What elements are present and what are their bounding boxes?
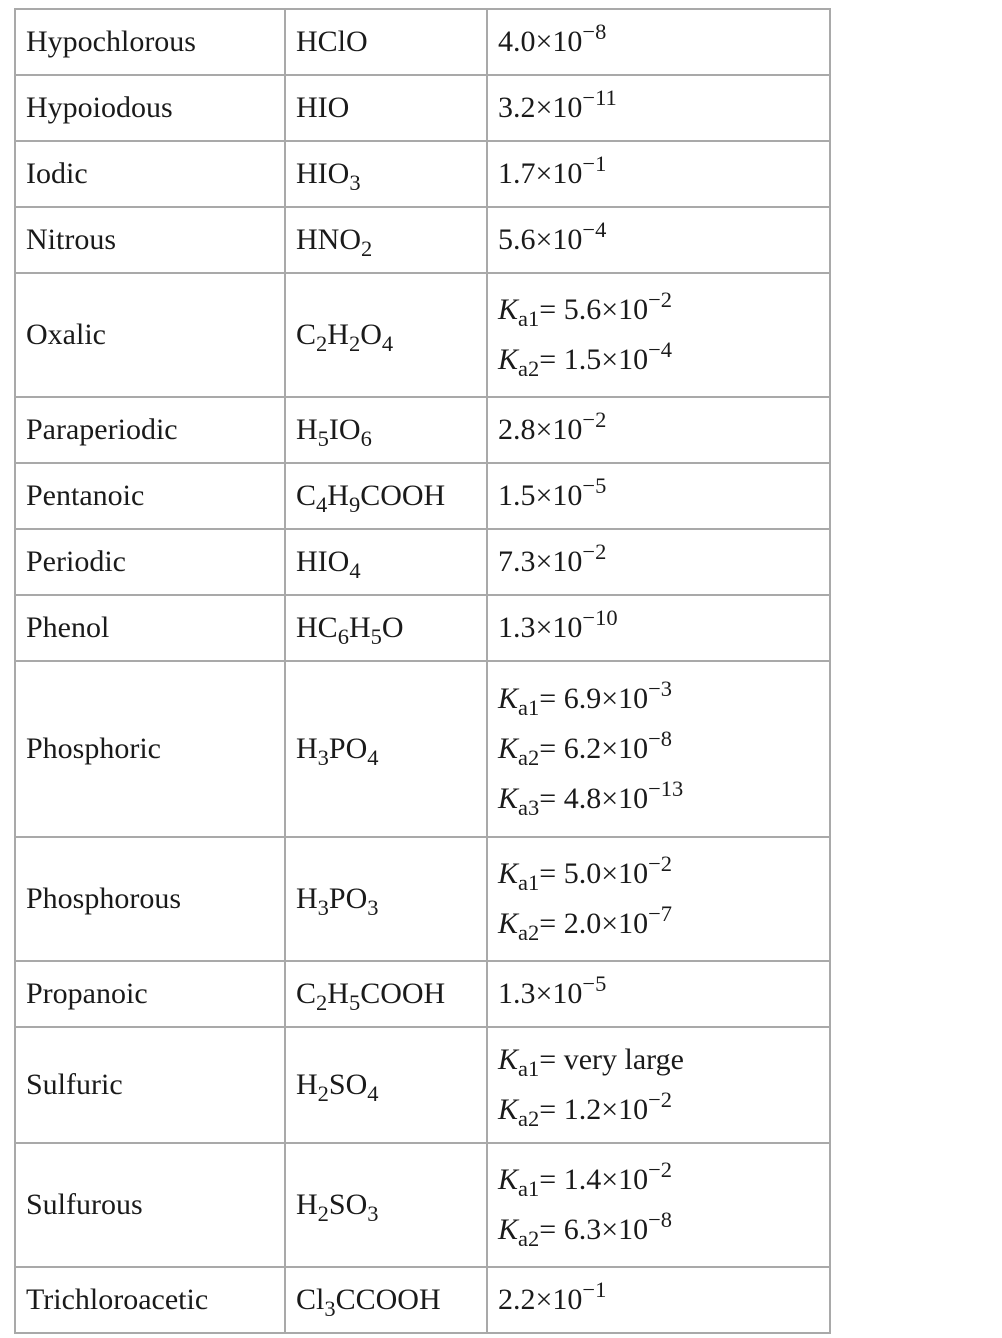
acid-name: Phenol	[26, 611, 110, 644]
acid-ka-cell	[487, 75, 830, 141]
acid-ka-cell	[487, 1143, 830, 1267]
ka-label	[498, 782, 540, 821]
times-ten: ×10	[535, 611, 583, 644]
acid-formula	[296, 91, 349, 124]
formula-subscript: 4	[316, 492, 328, 518]
ka-symbol: K	[498, 907, 519, 940]
acid-ka-cell	[487, 529, 830, 595]
ka-mantissa: 1.4	[563, 1163, 602, 1196]
acid-formula	[296, 732, 379, 771]
table-row	[15, 273, 830, 397]
times-ten: ×10	[535, 479, 583, 512]
formula-text: HIO	[296, 545, 350, 578]
ka-mantissa: 2.2	[498, 1283, 536, 1316]
table-row	[15, 595, 830, 661]
formula-subscript: 2	[361, 236, 373, 262]
ka-value	[498, 899, 819, 946]
acid-name-cell	[15, 463, 285, 529]
ka-mantissa: 2.8	[498, 413, 536, 446]
table-row	[15, 207, 830, 273]
acid-formula	[296, 413, 372, 452]
acid-name: Propanoic	[26, 977, 148, 1010]
ka-mantissa: 1.3	[498, 977, 536, 1010]
formula-text: HIO	[296, 157, 350, 190]
formula-subscript: 2	[316, 331, 328, 357]
times-ten: ×10	[535, 223, 583, 256]
formula-text: PO	[328, 732, 368, 765]
times-ten: ×10	[601, 907, 649, 940]
ka-value	[498, 1085, 819, 1132]
table-row	[15, 1267, 830, 1333]
ka-exponent: −5	[582, 472, 607, 498]
ka-mantissa: 5.6	[498, 223, 536, 256]
formula-text: O	[381, 611, 404, 644]
times-ten: ×10	[535, 545, 583, 578]
acid-name-cell	[15, 273, 285, 397]
ka-exponent: −3	[648, 675, 673, 701]
acid-ka-cell	[487, 463, 830, 529]
acid-dissociation-table	[14, 8, 831, 1334]
formula-subscript: 6	[337, 624, 349, 650]
times-ten: ×10	[601, 1213, 649, 1246]
ka-mantissa: 1.5	[563, 343, 602, 376]
formula-subscript: 3	[324, 1296, 336, 1322]
formula-text: SO	[328, 1068, 368, 1101]
ka-exponent: −1	[582, 150, 607, 176]
acid-formula	[296, 157, 361, 196]
equals-sign: =	[539, 907, 564, 940]
ka-value	[498, 18, 819, 58]
times-ten: ×10	[535, 91, 583, 124]
ka-label	[498, 682, 540, 721]
ka-label	[498, 732, 540, 771]
ka-mantissa: 1.2	[563, 1093, 602, 1126]
acid-formula	[296, 1283, 441, 1322]
acid-ka-cell	[487, 1267, 830, 1333]
acid-name: Phosphoric	[26, 732, 161, 765]
acid-name: Periodic	[26, 545, 126, 578]
ka-value	[498, 1156, 819, 1205]
acid-formula-cell	[285, 1027, 487, 1143]
ka-exponent: −11	[582, 84, 617, 110]
ka-exponent: −2	[648, 850, 673, 876]
times-ten: ×10	[601, 343, 649, 376]
ka-value	[498, 1045, 819, 1085]
ka-mantissa: 6.2	[563, 732, 602, 765]
times-ten: ×10	[601, 732, 649, 765]
ka-exponent: −10	[582, 604, 618, 630]
equals-sign: =	[539, 1043, 564, 1076]
acid-formula	[296, 479, 446, 518]
equals-sign: =	[539, 857, 564, 890]
acid-name-cell	[15, 1143, 285, 1267]
equals-sign: =	[539, 682, 564, 715]
acid-name-cell	[15, 961, 285, 1027]
ka-value	[498, 970, 819, 1010]
acid-formula	[296, 318, 394, 357]
ka-symbol: K	[498, 782, 519, 815]
acid-formula-cell	[285, 529, 487, 595]
ka-index: a3	[518, 795, 540, 821]
ka-exponent: −4	[648, 336, 673, 362]
ka-mantissa: 3.2	[498, 91, 536, 124]
ka-index: a2	[518, 356, 540, 382]
ka-value	[498, 850, 819, 899]
times-ten: ×10	[601, 1093, 649, 1126]
formula-text: HC	[296, 611, 338, 644]
formula-text: COOH	[360, 977, 446, 1010]
acid-ka-cell	[487, 837, 830, 961]
formula-subscript: 5	[348, 990, 361, 1016]
formula-subscript: 3	[349, 170, 361, 196]
ka-mantissa: 1.5	[498, 479, 536, 512]
ka-value	[498, 1205, 819, 1252]
formula-text: PO	[328, 882, 368, 915]
ka-mantissa: 6.9	[563, 682, 602, 715]
formula-subscript: 4	[381, 331, 394, 357]
formula-text: SO	[328, 1188, 368, 1221]
acid-name-cell	[15, 141, 285, 207]
ka-index: a2	[518, 1106, 540, 1132]
acid-formula	[296, 977, 446, 1016]
times-ten: ×10	[601, 782, 649, 815]
ka-label	[498, 1163, 540, 1202]
acid-name: Pentanoic	[26, 479, 145, 512]
ka-exponent: −7	[648, 900, 673, 926]
ka-exponent: −5	[582, 970, 607, 996]
table-row	[15, 9, 830, 75]
ka-index: a2	[518, 745, 540, 771]
formula-subscript: 6	[360, 426, 372, 452]
acid-name-cell	[15, 837, 285, 961]
acid-name: Sulfuric	[26, 1068, 123, 1101]
acid-formula-cell	[285, 141, 487, 207]
ka-exponent: −8	[648, 1206, 673, 1232]
ka-value	[498, 286, 819, 335]
ka-label	[498, 343, 540, 382]
ka-exponent: −2	[582, 538, 607, 564]
formula-text: HNO	[296, 223, 361, 256]
ka-mantissa: 4.8	[563, 782, 602, 815]
formula-text: H	[327, 977, 349, 1010]
formula-subscript: 2	[348, 331, 361, 357]
formula-subscript: 2	[317, 1201, 329, 1227]
table-row	[15, 141, 830, 207]
acid-ka-cell	[487, 595, 830, 661]
formula-text: H	[296, 882, 318, 915]
formula-subscript: 4	[349, 558, 361, 584]
formula-text: IO	[328, 413, 361, 446]
acid-ka-cell	[487, 1027, 830, 1143]
acid-name: Trichloroacetic	[26, 1283, 209, 1316]
acid-name: Phosphorous	[26, 882, 182, 915]
table-row	[15, 463, 830, 529]
acid-name-cell	[15, 1027, 285, 1143]
acid-name-cell	[15, 529, 285, 595]
table-row	[15, 1027, 830, 1143]
acid-name: Hypoiodous	[26, 91, 173, 124]
times-ten: ×10	[601, 682, 649, 715]
acid-name-cell	[15, 595, 285, 661]
ka-label	[498, 857, 540, 896]
table-row	[15, 837, 830, 961]
formula-text: CCOOH	[335, 1283, 441, 1316]
ka-symbol: K	[498, 732, 519, 765]
formula-subscript: 2	[316, 990, 328, 1016]
formula-text: H	[296, 732, 318, 765]
acid-formula-cell	[285, 961, 487, 1027]
ka-value	[498, 406, 819, 446]
ka-index: a1	[518, 306, 540, 332]
acid-name: Iodic	[26, 157, 88, 190]
table-row	[15, 961, 830, 1027]
formula-subscript: 3	[367, 895, 379, 921]
formula-subscript: 5	[317, 426, 329, 452]
acid-formula	[296, 223, 373, 262]
ka-exponent: −2	[582, 406, 607, 432]
ka-symbol: K	[498, 1093, 519, 1126]
acid-name: Oxalic	[26, 318, 106, 351]
acid-ka-cell	[487, 397, 830, 463]
times-ten: ×10	[535, 1283, 583, 1316]
acid-name: Nitrous	[26, 223, 116, 256]
equals-sign: =	[539, 343, 564, 376]
formula-text: H	[327, 318, 349, 351]
ka-mantissa: 1.7	[498, 157, 536, 190]
ka-index: a1	[518, 695, 540, 721]
acid-formula-cell	[285, 9, 487, 75]
acid-ka-cell	[487, 9, 830, 75]
ka-index: a2	[518, 1226, 540, 1252]
formula-text: Cl	[296, 1283, 325, 1316]
equals-sign: =	[539, 782, 564, 815]
formula-subscript: 3	[317, 895, 329, 921]
acid-formula-cell	[285, 837, 487, 961]
ka-value	[498, 774, 819, 821]
ka-label	[498, 1213, 540, 1252]
formula-text: H	[296, 413, 318, 446]
table-row	[15, 397, 830, 463]
ka-value	[498, 335, 819, 382]
formula-subscript: 3	[317, 745, 329, 771]
acid-ka-cell	[487, 961, 830, 1027]
acid-formula-cell	[285, 75, 487, 141]
times-ten: ×10	[601, 857, 649, 890]
ka-exponent: −13	[648, 775, 684, 801]
table-row	[15, 1143, 830, 1267]
ka-mantissa: 4.0	[498, 25, 536, 58]
acid-formula	[296, 545, 361, 584]
acid-name-cell	[15, 75, 285, 141]
ka-label	[498, 1043, 540, 1082]
formula-text: COOH	[360, 479, 446, 512]
table-row	[15, 661, 830, 837]
equals-sign: =	[539, 1163, 564, 1196]
ka-exponent: −2	[648, 1156, 673, 1182]
ka-symbol: K	[498, 1043, 519, 1076]
acid-ka-cell	[487, 141, 830, 207]
acid-ka-cell	[487, 207, 830, 273]
ka-mantissa: 6.3	[563, 1213, 602, 1246]
table-row	[15, 529, 830, 595]
ka-symbol: K	[498, 343, 519, 376]
ka-symbol: K	[498, 1163, 519, 1196]
acid-ka-cell	[487, 273, 830, 397]
formula-text: C	[296, 318, 317, 351]
formula-subscript: 2	[317, 1081, 329, 1107]
ka-exponent: −2	[648, 1086, 673, 1112]
ka-exponent: −1	[582, 1276, 607, 1302]
times-ten: ×10	[601, 293, 649, 326]
formula-text: H	[348, 611, 371, 644]
ka-value	[498, 216, 819, 256]
times-ten: ×10	[535, 157, 583, 190]
acid-formula-cell	[285, 1267, 487, 1333]
table-row	[15, 75, 830, 141]
ka-mantissa: 5.6	[563, 293, 602, 326]
acid-name-cell	[15, 397, 285, 463]
acid-formula-cell	[285, 463, 487, 529]
ka-index: a1	[518, 1056, 540, 1082]
ka-index: a1	[518, 870, 540, 896]
ka-label	[498, 907, 540, 946]
acid-name-cell	[15, 1267, 285, 1333]
ka-exponent: −8	[648, 725, 673, 751]
acid-name-cell	[15, 207, 285, 273]
ka-symbol: K	[498, 682, 519, 715]
ka-value	[498, 1276, 819, 1316]
times-ten: ×10	[601, 1163, 649, 1196]
acid-ka-cell	[487, 661, 830, 837]
times-ten: ×10	[535, 413, 583, 446]
acid-formula	[296, 611, 404, 650]
equals-sign: =	[539, 1093, 564, 1126]
ka-mantissa: 1.3	[498, 611, 536, 644]
formula-text: H	[296, 1188, 318, 1221]
ka-index: a1	[518, 1176, 540, 1202]
acid-formula	[296, 1068, 379, 1107]
ka-symbol: K	[498, 857, 519, 890]
ka-mantissa: 5.0	[563, 857, 602, 890]
ka-value	[498, 84, 819, 124]
equals-sign: =	[539, 293, 564, 326]
ka-mantissa: 2.0	[563, 907, 602, 940]
acid-formula-cell	[285, 397, 487, 463]
ka-value	[498, 604, 819, 644]
equals-sign: =	[539, 1213, 564, 1246]
acid-name-cell	[15, 9, 285, 75]
ka-index: a2	[518, 920, 540, 946]
acid-name: Paraperiodic	[26, 413, 178, 446]
formula-subscript: 9	[348, 492, 361, 518]
formula-subscript: 4	[367, 745, 379, 771]
ka-value	[498, 675, 819, 724]
acid-name: Hypochlorous	[26, 25, 196, 58]
ka-symbol: K	[498, 293, 519, 326]
formula-text: O	[360, 318, 382, 351]
formula-text: C	[296, 977, 317, 1010]
acid-formula-cell	[285, 273, 487, 397]
formula-subscript: 4	[367, 1081, 379, 1107]
formula-text: HClO	[296, 25, 368, 58]
acid-formula	[296, 1188, 379, 1227]
times-ten: ×10	[535, 25, 583, 58]
acid-name: Sulfurous	[26, 1188, 143, 1221]
ka-label	[498, 1093, 540, 1132]
ka-exponent: −4	[582, 216, 607, 242]
acid-formula-cell	[285, 661, 487, 837]
ka-value	[498, 150, 819, 190]
ka-mantissa: 7.3	[498, 545, 536, 578]
acid-formula-cell	[285, 1143, 487, 1267]
acid-name-cell	[15, 661, 285, 837]
ka-symbol: K	[498, 1213, 519, 1246]
formula-text: H	[327, 479, 349, 512]
formula-text: H	[296, 1068, 318, 1101]
acid-formula	[296, 882, 379, 921]
ka-value	[498, 724, 819, 774]
formula-text: HIO	[296, 91, 350, 124]
formula-text: C	[296, 479, 317, 512]
acid-formula	[296, 25, 368, 58]
ka-text: very large	[563, 1043, 684, 1076]
acid-formula-cell	[285, 595, 487, 661]
ka-value	[498, 472, 819, 512]
ka-label	[498, 293, 540, 332]
ka-exponent: −8	[582, 18, 607, 44]
acid-table-body	[15, 9, 830, 1333]
formula-subscript: 3	[367, 1201, 379, 1227]
formula-subscript: 5	[370, 624, 382, 650]
times-ten: ×10	[535, 977, 583, 1010]
ka-value	[498, 538, 819, 578]
acid-formula-cell	[285, 207, 487, 273]
equals-sign: =	[539, 732, 564, 765]
ka-exponent: −2	[648, 286, 673, 312]
